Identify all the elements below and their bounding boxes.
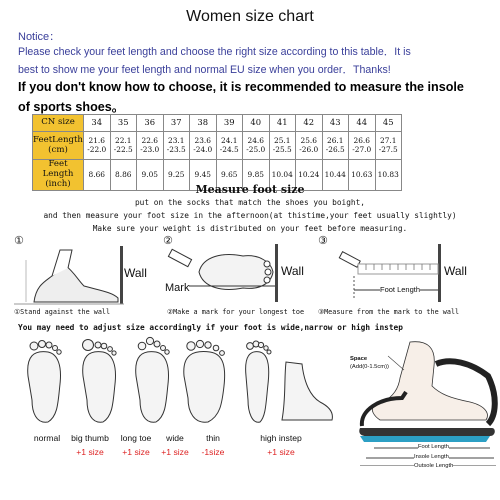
feet-length-inch-cell: 9.65 — [216, 160, 243, 191]
cn-size-cell: 41 — [269, 115, 296, 132]
feet-length-cm-cell: 26.6 -27.0 — [349, 132, 376, 160]
adjust-wide: +1 size — [161, 447, 189, 457]
table-row-feet-length-cm — [33, 132, 402, 160]
cn-size-cell: 35 — [110, 115, 137, 132]
cn-size-cell: 37 — [163, 115, 190, 132]
big-thumb-foot-icon — [83, 340, 117, 423]
feet-length-cm-cell: 22.1 -22.5 — [110, 132, 137, 160]
feet-length-inch-cell: 9.25 — [163, 160, 190, 191]
adjust-big-thumb: +1 size — [76, 447, 104, 457]
wall-label-3: Wall — [444, 264, 467, 278]
feet-length-inch-cell: 9.85 — [243, 160, 270, 191]
feet-length-inch-cell: 10.04 — [269, 160, 296, 191]
cn-size-cell: 36 — [137, 115, 164, 132]
foot-type-label-high-instep: high instep — [260, 433, 302, 443]
cn-size-cell: 43 — [322, 115, 349, 132]
feet-length-cm-cell: 25.1 -25.5 — [269, 132, 296, 160]
long-toe-foot-icon — [136, 337, 170, 422]
cn-size-cell: 34 — [84, 115, 111, 132]
step-3-illustration — [318, 232, 488, 320]
page-title: Women size chart — [186, 8, 314, 25]
outsole-length-label: Outsole Length — [414, 463, 454, 469]
recommend-line-1: If you don't know how to choose, it is recommended to measure the insole — [18, 80, 464, 94]
cn-size-header: CN size — [33, 115, 84, 132]
measure-line-1: put on the socks that match the shoes you boight, — [134, 198, 365, 207]
feet-length-cm-cell: 24.1 -24.5 — [216, 132, 243, 160]
cn-size-cell: 39 — [216, 115, 243, 132]
size-table — [32, 114, 402, 191]
feet-length-inch-cell: 10.44 — [322, 160, 349, 191]
foot-types-illustration — [18, 336, 338, 430]
foot-type-label-normal: normal — [33, 433, 61, 443]
feet-length-inch-cell: 10.83 — [375, 160, 402, 191]
feet-length-cm-cell: 24.6 -25.0 — [243, 132, 270, 160]
feet-length-inch-cell: 10.63 — [349, 160, 376, 191]
space-label: Space — [350, 356, 368, 362]
adjust-high-instep: +1 size — [267, 447, 295, 457]
adjust-note: You may need to adjust size accordingly if your foot is wide,narrow or high instep — [18, 323, 403, 332]
table-row-cn-size — [33, 115, 402, 132]
feet-length-inch-cell: 8.86 — [110, 160, 137, 191]
step-2-number: ② — [163, 234, 173, 247]
foot-type-label-big-thumb: big thumb — [71, 433, 109, 443]
adjust-long-toe: +1 size — [122, 447, 150, 457]
notice-line-1: Please check your feet length and choose the right size according to this table．It is — [18, 46, 411, 58]
cn-size-cell: 42 — [296, 115, 323, 132]
feet-length-cm-cell: 21.6 -22.0 — [84, 132, 111, 160]
step-2-caption: ②Make a mark for your longest toe — [167, 308, 305, 316]
wide-foot-icon — [184, 340, 225, 422]
feet-length-cm-header: FeetLength (cm) — [33, 132, 84, 160]
feet-length-cm-cell: 27.1 -27.5 — [375, 132, 402, 160]
notice-line-2: best to show me your feet length and normal EU size when you order．Thanks! — [18, 64, 391, 76]
foot-length-label-step3: Foot Length — [380, 285, 421, 294]
mark-label: Mark — [165, 282, 190, 294]
step-3-caption: ③Measure from the mark to the wall — [318, 308, 460, 316]
feet-length-cm-cell: 23.1 -23.5 — [163, 132, 190, 160]
shoe-diagram — [340, 336, 498, 469]
feet-length-inch-cell: 10.24 — [296, 160, 323, 191]
feet-length-inch-cell: 9.45 — [190, 160, 217, 191]
feet-length-inch-header: Feet Length (inch) — [33, 160, 84, 191]
step-2-illustration — [163, 232, 323, 320]
feet-length-cm-cell: 22.6 -23.0 — [137, 132, 164, 160]
notice-label: Notice： — [18, 31, 61, 43]
measure-line-2: and then measure your foot size in the afternoon(at thistime,your feet usually slightly) — [43, 211, 457, 220]
wall-label-2: Wall — [281, 264, 304, 278]
thin-foot-icon — [246, 341, 271, 422]
normal-foot-icon — [28, 341, 62, 423]
cn-size-cell: 38 — [190, 115, 217, 132]
recommend-line-2: of sports shoes。 — [18, 100, 125, 114]
high-instep-foot-icon — [282, 362, 332, 420]
step-1-caption: ①Stand against the wall — [14, 308, 111, 316]
step-3-number: ③ — [318, 234, 328, 247]
feet-length-cm-cell: 23.6 -24.0 — [190, 132, 217, 160]
insole-length-label: Insole Length — [414, 454, 449, 460]
measure-line-3: Make sure your weight is distributed on your feet before measuring. — [92, 224, 408, 233]
foot-type-label-long-toe: long toe — [120, 433, 152, 443]
foot-length-label: Foot Length — [418, 444, 449, 450]
foot-type-label-wide: wide — [166, 433, 184, 443]
cn-size-cell: 40 — [243, 115, 270, 132]
adjust-thin: -1size — [201, 447, 225, 457]
feet-length-inch-cell: 8.66 — [84, 160, 111, 191]
feet-length-cm-cell: 25.6 -26.0 — [296, 132, 323, 160]
cn-size-cell: 44 — [349, 115, 376, 132]
foot-type-label-thin: thin — [206, 433, 220, 443]
measure-title: Measure foot size — [195, 183, 305, 196]
feet-length-cm-cell: 26.1 -26.5 — [322, 132, 349, 160]
step-1-illustration — [14, 232, 164, 320]
feet-length-inch-cell: 9.05 — [137, 160, 164, 191]
cn-size-cell: 45 — [375, 115, 402, 132]
space-sub-label: (Add(0-1.5cm)) — [350, 364, 389, 370]
wall-label-1: Wall — [124, 266, 147, 280]
step-1-number: ① — [14, 234, 24, 247]
